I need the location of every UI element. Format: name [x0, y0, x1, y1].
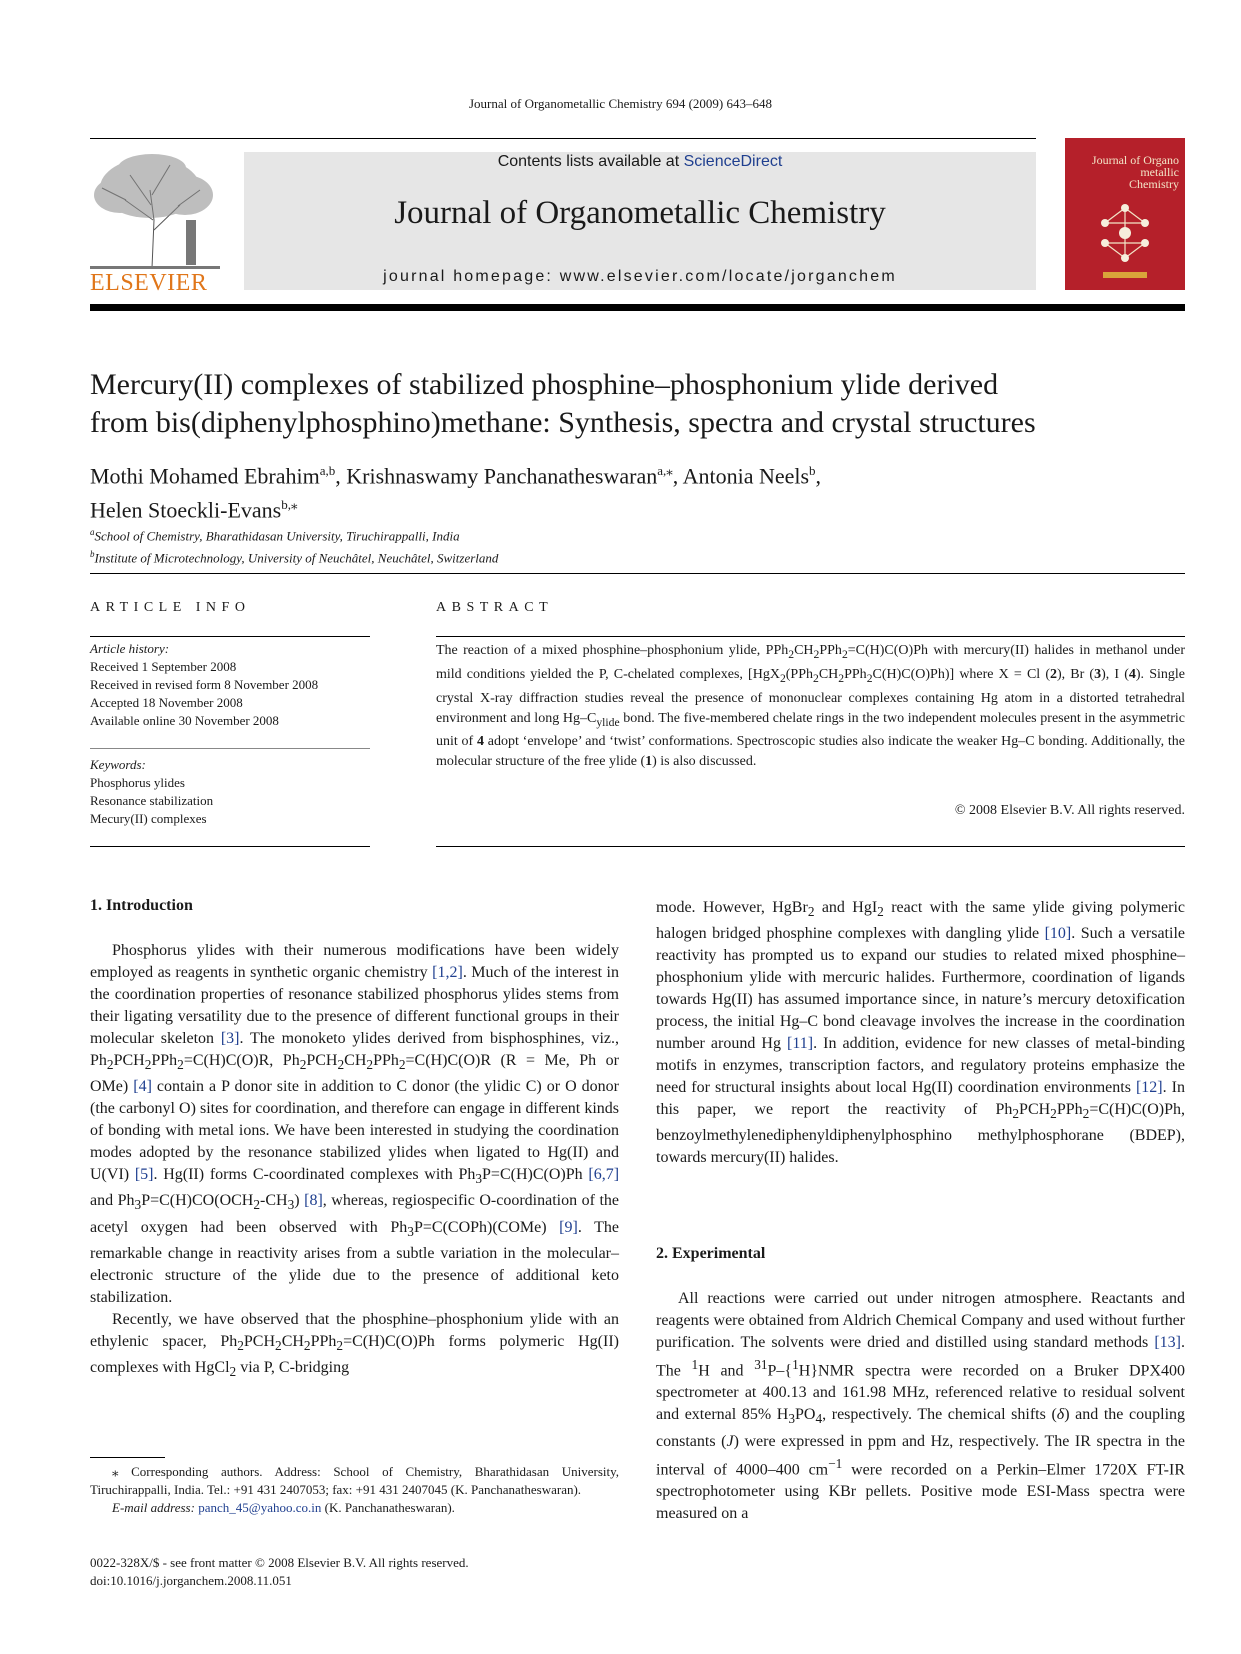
issn-line: 0022-328X/$ - see front matter © 2008 Elsevier B.V. All rights reserved.: [90, 1555, 469, 1570]
keyword: Phosphorus ylides: [90, 775, 185, 790]
author-affil-mark: a,⁎: [657, 463, 673, 478]
ref-link[interactable]: [9]: [559, 1218, 578, 1236]
abstract-rule-bottom: [436, 846, 1185, 847]
keyword: Resonance stabilization: [90, 793, 214, 808]
journal-homepage[interactable]: journal homepage: www.elsevier.com/locate/jorganchem: [383, 268, 897, 285]
intro-heading: 1. Introduction: [90, 897, 193, 914]
journal-cover[interactable]: [1065, 138, 1185, 290]
footnote-star: ⁎: [112, 1464, 132, 1479]
footnote-corresponding-text: Corresponding authors. Address: School of Chemistry, Bharathidasan University, Tiruchirappalli, India. Tel.: +91 431 2407053; fax: +91 431 2407045 (K. Panchanatheswaran).: [90, 1464, 620, 1497]
email-suffix: (K. Panchanatheswaran).: [321, 1500, 455, 1515]
intro-paragraph-2: Recently, we have observed that the phosphine–phosphonium ylide with an ethylenic spacer, $Ph_2PCH_2CH_2PPh_2=C(H)C(O)Ph$ forms polymeric Hg(II) complexes with HgCl$_2$ via P, C-bridging: [90, 1310, 619, 1380]
abstract-copyright: © 2008 Elsevier B.V. All rights reserved.: [954, 803, 1185, 818]
doi-line[interactable]: doi:10.1016/j.jorganchem.2008.11.051: [90, 1573, 292, 1588]
title-line-2: from bis(diphenylphosphino)methane: Synthesis, spectra and crystal structures: [90, 406, 1036, 439]
journal-citation: Journal of Organometallic Chemistry 694 (2009) 643–648: [468, 96, 773, 111]
experimental-paragraph-1: All reactions were carried out under nitrogen atmosphere. Reactants and reagents were obtained from Aldrich Chemical Company and used without further purification. The solvents were dried and distilled using standard methods [13]. The $^1$H and $^{31}$P–{$^1$H}NMR spectra were recorded on a Bruker DPX400 spectrometer at 400.13 and 161.98 MHz, referenced relative to residual solvent and external 85% $H_3PO_4$, respectively. The chemical shifts (δ) and the coupling constants (J) were expressed in ppm and Hz, respectively. The IR spectra in the interval of 4000–400 $cm^{-1}$ were recorded on a Perkin–Elmer 1720X FT-IR spectrophotometer using KBr pellets. Positive mode ESI-Mass spectra were measured on a: [656, 1290, 1186, 1522]
keywords-label: Keywords:: [90, 757, 146, 772]
history-revised: Received in revised form 8 November 2008: [90, 677, 319, 692]
article-history: [90, 640, 370, 730]
keyword: Mecury(II) complexes: [90, 811, 207, 826]
sciencedirect-link[interactable]: ScienceDirect: [683, 153, 783, 170]
history-label: Article history:: [90, 641, 170, 656]
author-affil-mark: b,⁎: [281, 497, 298, 513]
footnote-corresponding: [90, 1463, 619, 1499]
author-affil-mark: a,b: [319, 463, 336, 478]
affiliation-mark: b: [90, 549, 95, 560]
intro-body: [90, 940, 619, 1383]
author[interactable]: Krishnaswamy Panchanatheswaran: [346, 463, 658, 489]
author-separator: ,: [335, 463, 347, 489]
elsevier-wordmark: ELSEVIER: [90, 270, 208, 296]
footnote-email: [90, 1499, 619, 1517]
footnote: [90, 1463, 619, 1517]
ref-link[interactable]: [6,7]: [588, 1166, 620, 1184]
affiliation-text: School of Chemistry, Bharathidasan University, Tiruchirappalli, India: [94, 528, 460, 544]
author-separator: ,: [672, 463, 683, 489]
journal-title: Journal of Organometallic Chemistry: [394, 195, 886, 231]
intro-paragraph-2-continued: mode. However, HgBr$_2$ and HgI$_2$ react with the same ylide giving polymeric halogen bridged phosphine complexes with dangling ylide [10]. Such a versatile reactivity has prompted us to expand our studies to related mixed phosphine–phosphonium ylide with mercuric halides. Furthermore, coordination of ligands towards Hg(II) has assumed importance since, in nature’s mercury detoxification process, the initial Hg–C bond cleavage involves the increase in the coordination number around Hg [11]. In addition, evidence for new classes of metal-binding motifs in enzymes, transcription factors, and regulatory proteins emphasize the need for structural insights about local Hg(II) coordination environments [12]. In this paper, we report the reactivity of $Ph_2PCH_2PPh_2=C(H)C(O)Ph$, benzoylmethylenediphenyldiphenylphosphino methylphosphorane (BDEP), towards mercury(II) halides.: [656, 899, 1185, 1167]
contents-line: [244, 153, 1036, 171]
front-matter: [90, 1554, 469, 1590]
affiliation-a: [90, 523, 1185, 545]
title-line-1: Mercury(II) complexes of stabilized phosphine–phosphonium ylide derived: [90, 368, 999, 401]
affiliations: [90, 523, 1185, 568]
ref-link[interactable]: [3]: [220, 1030, 240, 1047]
experimental-body: [656, 1288, 1185, 1525]
header-thick-rule: [90, 304, 1185, 311]
experimental-heading: 2. Experimental: [656, 1245, 766, 1262]
ref-link[interactable]: [4]: [133, 1078, 152, 1096]
history-online: Available online 30 November 2008: [90, 713, 279, 728]
molecule-icon: [1065, 138, 1185, 290]
abstract-heading: ABSTRACT: [436, 600, 554, 615]
author-affil-mark: b: [809, 463, 816, 478]
footnote-rule: [90, 1457, 165, 1458]
contents-prefix: Contents lists available at: [497, 153, 684, 170]
history-accepted: Accepted 18 November 2008: [90, 695, 243, 710]
ref-link[interactable]: [10]: [1044, 925, 1072, 943]
ref-link[interactable]: [11]: [787, 1035, 814, 1053]
ref-link[interactable]: [8]: [304, 1192, 323, 1210]
history-received: Received 1 September 2008: [90, 659, 237, 674]
intro-continued: [656, 897, 1185, 1169]
ref-link[interactable]: [1,2]: [432, 964, 463, 981]
author[interactable]: Antonia Neels: [682, 463, 810, 489]
info-rule-mid: [90, 748, 370, 749]
article-info-heading: ARTICLE INFO: [90, 600, 251, 615]
affiliation-b: [90, 545, 1185, 567]
tree-icon: [90, 150, 220, 270]
ref-link[interactable]: [12]: [1135, 1079, 1163, 1097]
elsevier-logo[interactable]: [90, 150, 220, 296]
abstract-rule-top: [436, 636, 1185, 637]
email-link[interactable]: panch_45@yahoo.co.in: [198, 1500, 322, 1515]
author[interactable]: Mothi Mohamed Ebrahim: [90, 463, 320, 489]
info-rule-bottom: [90, 846, 370, 847]
keywords: [90, 756, 370, 828]
abstract-body: The reaction of a mixed phosphine–phosphonium ylide, $PPh_2CH_2PPh_2=C(H)C(O)Ph$ with mercury(II) halides in methanol under mild conditions yielded the P, C-chelated complexes, $[HgX_2(PPh_2CH_2PPh_2C(H)C(O)Ph)]$ where X = Cl (2), Br (3), I (4). Single crystal X-ray diffraction studies reveal the presence of mononuclear complexes containing Hg atom in a distorted tetrahedral environment and long $Hg-C_{ylide}$ bond. The five-membered chelate rings in the two independent molecules present in the asymmetric unit of 4 adopt ‘envelope’ and ‘twist’ conformations. Spectroscopic studies also indicate the weaker Hg–C bonding. Additionally, the molecular structure of the free ylide (1) is also discussed.: [436, 643, 1186, 770]
email-label: E-mail address:: [112, 1500, 199, 1515]
title-bottom-rule: [90, 573, 1185, 574]
info-rule-top: [90, 636, 370, 637]
ref-link[interactable]: [5]: [134, 1166, 154, 1184]
article-title: [90, 366, 1185, 442]
ref-link[interactable]: [13]: [1154, 1334, 1181, 1351]
author-list: [90, 456, 1185, 525]
cover-title: Journal of Organo metallic Chemistry: [1091, 153, 1179, 191]
author[interactable]: Helen Stoeckli-Evans: [90, 497, 282, 523]
intro-paragraph-1: Phosphorus ylides with their numerous modifications have been widely employed as reagents in synthetic organic chemistry [1,2]. Much of the interest in the coordination properties of resonance stabilized phosphorus ylides stems from their ligating versatility due to the presence of different functional groups in their molecular skeleton [3]. The monoketo ylides derived from bisphosphines, viz., $Ph_2PCH_2PPh_2=C(H)C(O)R$, $Ph_2PCH_2CH_2PPh_2=C(H)C(O)R$ (R = Me, Ph or OMe) [4] contain a P donor site in addition to C donor (the ylidic C) or O donor (the carbonyl O) sites for coordination, and therefore can engage in different kinds of bonding with metal ions. We have been interested in studying the coordination modes adopted by the resonance stabilized ylides when ligated to Hg(II) and U(VI) [5]. Hg(II) forms C-coordinated complexes with $Ph_3P=C(H)C(O)Ph$ [6,7] and $Ph_3P=C(H)CO(OCH_2-CH_3)$ [8], whereas, regiospecific O-coordination of the acetyl oxygen had been observed with $Ph_3P=C(COPh)(COMe)$ [9]. The remarkable change in reactivity arises from a subtle variation in the molecular–electronic structure of the ylide due to the presence of additional keto stabilization.: [90, 942, 620, 1306]
header-rule: [90, 138, 1036, 139]
author-separator: ,: [815, 463, 822, 489]
affiliation-mark: a: [90, 527, 95, 537]
affiliation-text: Institute of Microtechnology, University of Neuchâtel, Neuchâtel, Switzerland: [94, 550, 499, 566]
